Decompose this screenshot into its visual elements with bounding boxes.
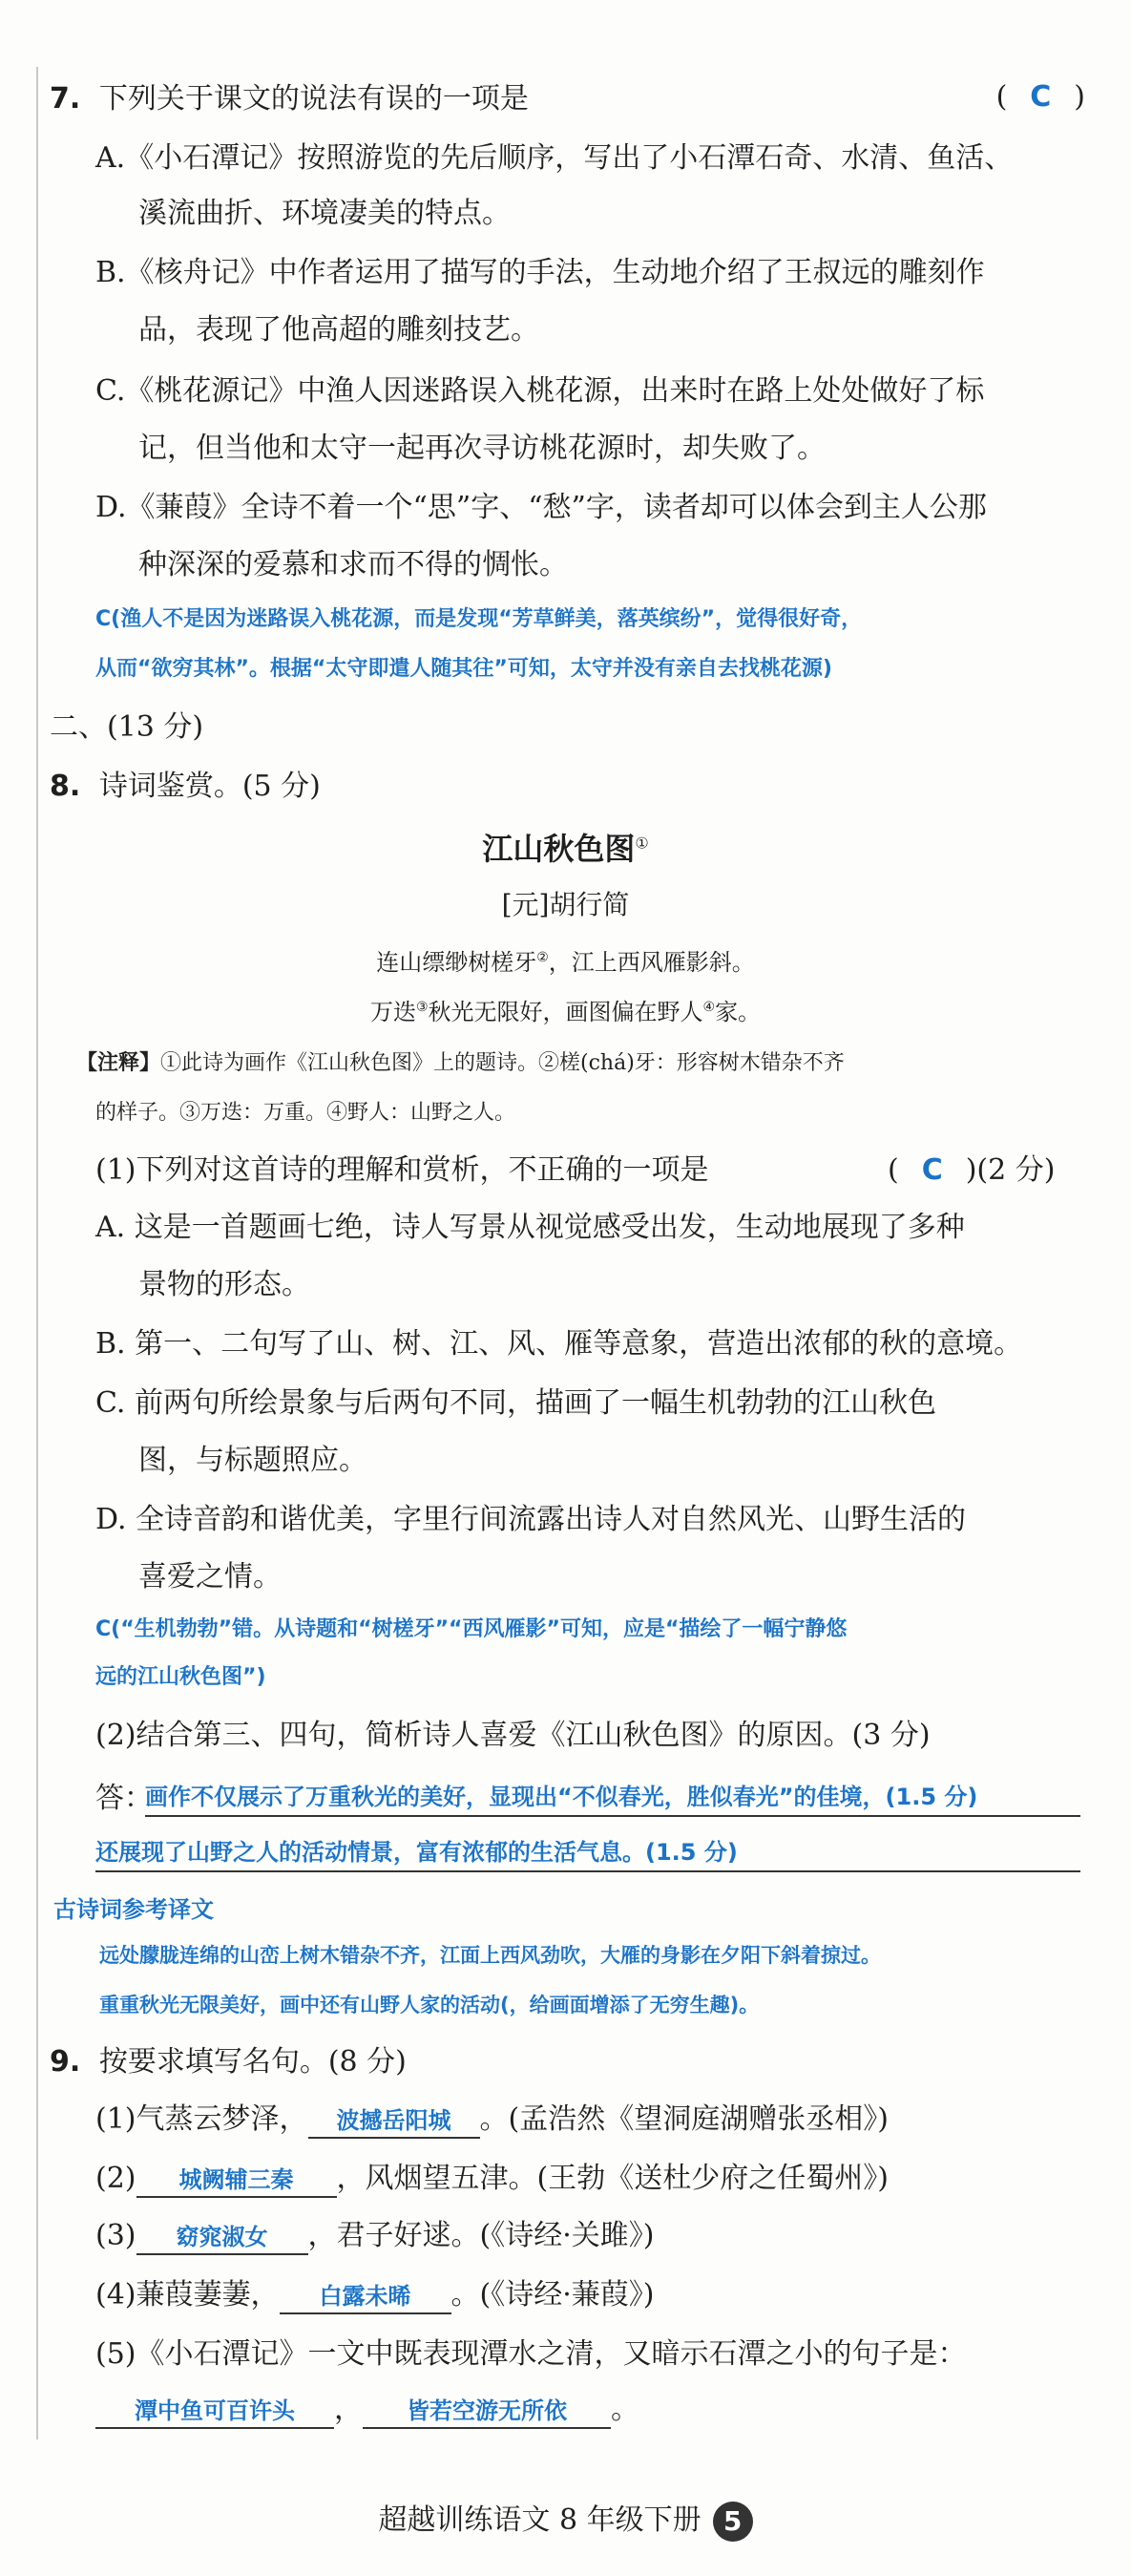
q9-item-5-answer-2: 皆若空游无所依 — [363, 2395, 611, 2429]
poem-line-1: 连山缥缈树槎牙②，江上西风雁影斜。 — [376, 949, 755, 976]
q8-stem — [50, 768, 321, 806]
q7-answer: C — [1030, 80, 1052, 114]
q8-sub1-stem: (1)下列对这首诗的理解和赏析，不正确的一项是 — [95, 1153, 709, 1187]
book-title: 超越训练语文 8 年级下册 — [378, 2503, 702, 2537]
q8-option-a-line2: 景物的形态。 — [138, 1268, 310, 1301]
q9-item-4: (4)蒹葭萋萋， 白露未晞 。(《诗经·蒹葭》) — [95, 2276, 654, 2314]
q7-option-a-line2: 溪流曲折、环境凄美的特点。 — [138, 197, 511, 230]
q9-item-5-answers: 潭中鱼可百许头 ， 皆若空游无所依 。 — [95, 2391, 639, 2429]
poem-author: [元]胡行简 — [501, 889, 630, 920]
answer-label: 答： — [95, 1782, 153, 1815]
q8-number: 8. — [50, 770, 81, 803]
q8-sub2-answer-line1: 画作不仅展示了万重秋光的美好，显现出“不似春光，胜似春光”的佳境，(1.5 分) — [145, 1778, 1080, 1817]
q8-option-d-line2: 喜爱之情。 — [138, 1560, 282, 1594]
q8-sub1-answer-bracket: ( C )(2 分) — [888, 1151, 1055, 1190]
q8-sub2-stem: (2)结合第三、四句，简析诗人喜爱《江山秋色图》的原因。(3 分) — [95, 1719, 931, 1752]
page-footer — [0, 2496, 1131, 2542]
q7-option-d-line1: D.《蒹葭》全诗不着一个“思”字、“愁”字，读者却可以体会到主人公那 — [95, 491, 987, 524]
q7-number: 7. — [50, 82, 81, 116]
page-number: 5 — [713, 2502, 753, 2542]
q7-explanation-line1: C(渔人不是因为迷路误入桃花源，而是发现“芳草鲜美，落英缤纷”，觉得很好奇， — [95, 607, 863, 631]
q9-item-3: (3) 窈窕淑女 ，君子好逑。(《诗经·关雎》) — [95, 2217, 654, 2255]
q9-item-5-stem: (5)《小石潭记》一文中既表现潭水之清，又暗示石潭之小的句子是： — [95, 2337, 967, 2371]
q7-stem-text: 下列关于课文的说法有误的一项是 — [98, 82, 529, 116]
q9-item-1: (1)气蒸云梦泽， 波撼岳阳城 。(孟浩然《望洞庭湖赠张丞相》) — [95, 2101, 889, 2139]
q8-sub1-answer: C — [921, 1153, 943, 1187]
poem-notes-line2: 的样子。③万迭：万重。④野人：山野之人。 — [95, 1101, 516, 1125]
q8-option-b-line1: B. 第一、二句写了山、树、江、风、雁等意象，营造出浓郁的秋的意境。 — [95, 1327, 1023, 1361]
q8-sub1-explanation-line2: 远的江山秋色图”) — [95, 1665, 266, 1689]
q8-stem-text: 诗词鉴赏。(5 分) — [98, 770, 321, 803]
q9-stem-text: 按要求填写名句。(8 分) — [98, 2045, 407, 2079]
q8-option-c-line1: C. 前两句所绘景象与后两句不同，描画了一幅生机勃勃的江山秋色 — [95, 1386, 936, 1420]
q7-option-a-line1: A.《小石潭记》按照游览的先后顺序，写出了小石潭石奇、水清、鱼活、 — [95, 141, 1014, 175]
q9-item-4-answer: 白露未晞 — [280, 2280, 451, 2314]
q8-sub1-explanation-line1: C(“生机勃勃”错。从诗题和“树槎牙”“西风雁影”可知，应是“描绘了一幅宁静悠 — [95, 1617, 848, 1641]
poem-title-note-mark: ① — [635, 834, 649, 853]
section-2-heading: 二、(13 分) — [50, 710, 204, 744]
q9-item-3-answer: 窈窕淑女 — [136, 2221, 308, 2255]
q7-option-b-line1: B.《核舟记》中作者运用了描写的手法，生动地介绍了王叔远的雕刻作 — [95, 256, 985, 289]
margin-line — [36, 67, 38, 2439]
reference-translation-line2: 重重秋光无限美好，画中还有山野人家的活动(，给画面增添了无穷生趣)。 — [99, 1994, 760, 2016]
poem-notes-line1: 【注释】①此诗为画作《江山秋色图》上的题诗。②槎(chá)牙：形容树木错杂不齐 — [76, 1051, 845, 1075]
q8-option-c-line2: 图，与标题照应。 — [138, 1444, 367, 1477]
q8-option-a-line1: A. 这是一首题画七绝，诗人写景从视觉感受出发，生动地展现了多种 — [95, 1211, 965, 1244]
q9-number: 9. — [50, 2045, 81, 2079]
q7-explanation-line2: 从而“欲穷其林”。根据“太守即遣人随其往”可知，太守并没有亲自去找桃花源) — [95, 657, 832, 681]
q9-item-5-answer-1: 潭中鱼可百许头 — [95, 2395, 334, 2429]
reference-translation-title: 古诗词参考译文 — [53, 1896, 214, 1923]
q9-item-2-answer: 城阙辅三秦 — [136, 2164, 337, 2198]
q7-option-c-line1: C.《桃花源记》中渔人因迷路误入桃花源，出来时在路上处处做好了标 — [95, 374, 985, 408]
q7-option-d-line2: 种深深的爱慕和求而不得的惆怅。 — [138, 548, 568, 581]
q8-sub2-answer-line2: 还展现了山野之人的活动情景，富有浓郁的生活气息。(1.5 分) — [95, 1833, 1080, 1872]
q7-option-b-line2: 品，表现了他高超的雕刻技艺。 — [138, 313, 539, 347]
q9-item-2: (2) 城阙辅三秦 ，风烟望五津。(王勃《送杜少府之任蜀州》) — [95, 2160, 889, 2198]
q8-option-d-line1: D. 全诗音韵和谐优美，字里行间流露出诗人对自然风光、山野生活的 — [95, 1503, 967, 1536]
q7-option-c-line2: 记，但当他和太守一起再次寻访桃花源时，却失败了。 — [138, 432, 826, 465]
notes-label: 【注释】 — [76, 1051, 161, 1075]
poem-title: 江山秋色图① — [482, 831, 649, 867]
poem-line-2: 万迭③秋光无限好，画图偏在野人④家。 — [369, 999, 762, 1025]
q9-item-1-answer: 波撼岳阳城 — [308, 2104, 480, 2139]
q7-stem — [50, 80, 529, 118]
q9-stem — [50, 2043, 407, 2081]
reference-translation-line1: 远处朦胧连绵的山峦上树木错杂不齐，江面上西风劲吹，大雁的身影在夕阳下斜着掠过。 — [99, 1944, 881, 1967]
q7-answer-bracket: ( C ) — [995, 80, 1085, 114]
